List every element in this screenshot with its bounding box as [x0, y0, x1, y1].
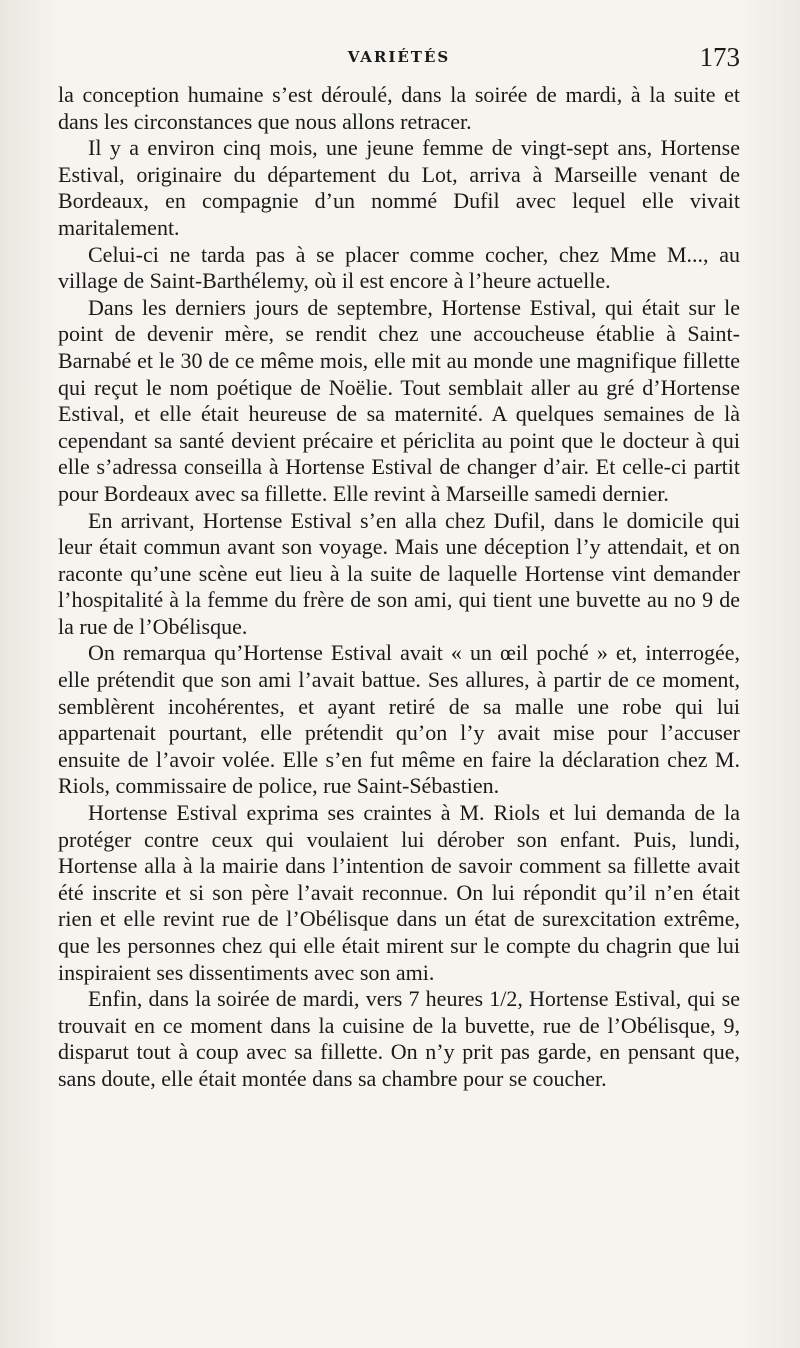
body-text	[58, 82, 740, 1093]
paragraph: Celui-ci ne tarda pas à se placer comme cocher, chez Mme M..., au village de Saint-Barthélemy, où il est encore à l’heure actuelle.	[58, 241, 740, 294]
paragraph: Dans les derniers jours de septembre, Hortense Estival, qui était sur le point de devenir mère, se rendit chez une accoucheuse établie à Saint-Barnabé et le 30 de ce même mois, elle mit au monde une magnifique fillette qui reçut le nom poétique de Noëlie. Tout semblait aller au gré d’Hortense Estival, et elle était heureuse de sa maternité. A quelques semaines de là cependant sa santé devient précaire et périclita au point que le docteur à qui elle s’adressa conseilla à Hortense Estival de changer d’air. Et celle-ci partit pour Bordeaux avec sa fillette. Elle revint à Marseille samedi dernier.	[58, 294, 740, 506]
paragraph: Hortense Estival exprima ses craintes à M. Riols et lui demanda de la protéger contre ceux qui voulaient lui dérober son enfant. Puis, lundi, Hortense alla à la mairie dans l’intention de savoir comment sa fillette avait été inscrite et si son père l’avait reconnue. On lui répondit qu’il n’en était rien et elle revint rue de l’Obélisque dans un état de surexcitation extrême, que les personnes chez qui elle était mirent sur le compte du chagrin que lui inspiraient ses dissentiments avec son ami.	[58, 800, 740, 985]
paragraph: En arrivant, Hortense Estival s’en alla chez Dufil, dans le domicile qui leur était commun avant son voyage. Mais une déception l’y attendait, et on raconte qu’une scène eut lieu à la suite de laquelle Hortense vint demander l’hospitalité à la femme du frère de son ami, qui tient une buvette au no 9 de la rue de l’Obélisque.	[58, 507, 740, 639]
paragraph: On remarqua qu’Hortense Estival avait « un œil poché » et, interrogée, elle prétendit que son ami l’avait battue. Ses allures, à partir de ce moment, semblèrent incohérentes, et ayant retiré de sa malle une robe qui lui appartenait pourtant, elle prétendit qu’on l’y avait mise pour l’accuser ensuite de l’avoir volée. Elle s’en fut même en faire la déclaration chez M. Riols, commissaire de police, rue Saint-Sébastien.	[58, 640, 740, 799]
page-header	[58, 42, 740, 78]
paragraph: Enfin, dans la soirée de mardi, vers 7 heures 1/2, Hortense Estival, qui se trouvait en ce moment dans la cuisine de la buvette, rue de l’Obélisque, 9, disparut tout à coup avec sa fillette. On n’y prit pas garde, en pensant que, sans doute, elle était montée dans sa chambre pour se coucher.	[58, 986, 740, 1091]
paragraph: la conception humaine s’est déroulé, dans la soirée de mardi, à la suite et dans les circonstances que nous allons retracer.	[58, 82, 740, 134]
running-head: VARIÉTÉS	[347, 48, 451, 66]
paragraph: Il y a environ cinq mois, une jeune femme de vingt-sept ans, Hortense Estival, originaire du département du Lot, arriva à Marseille venant de Bordeaux, en compagnie d’un nommé Dufil avec lequel elle vivait maritalement.	[58, 135, 740, 240]
page-number: 173	[699, 42, 740, 72]
